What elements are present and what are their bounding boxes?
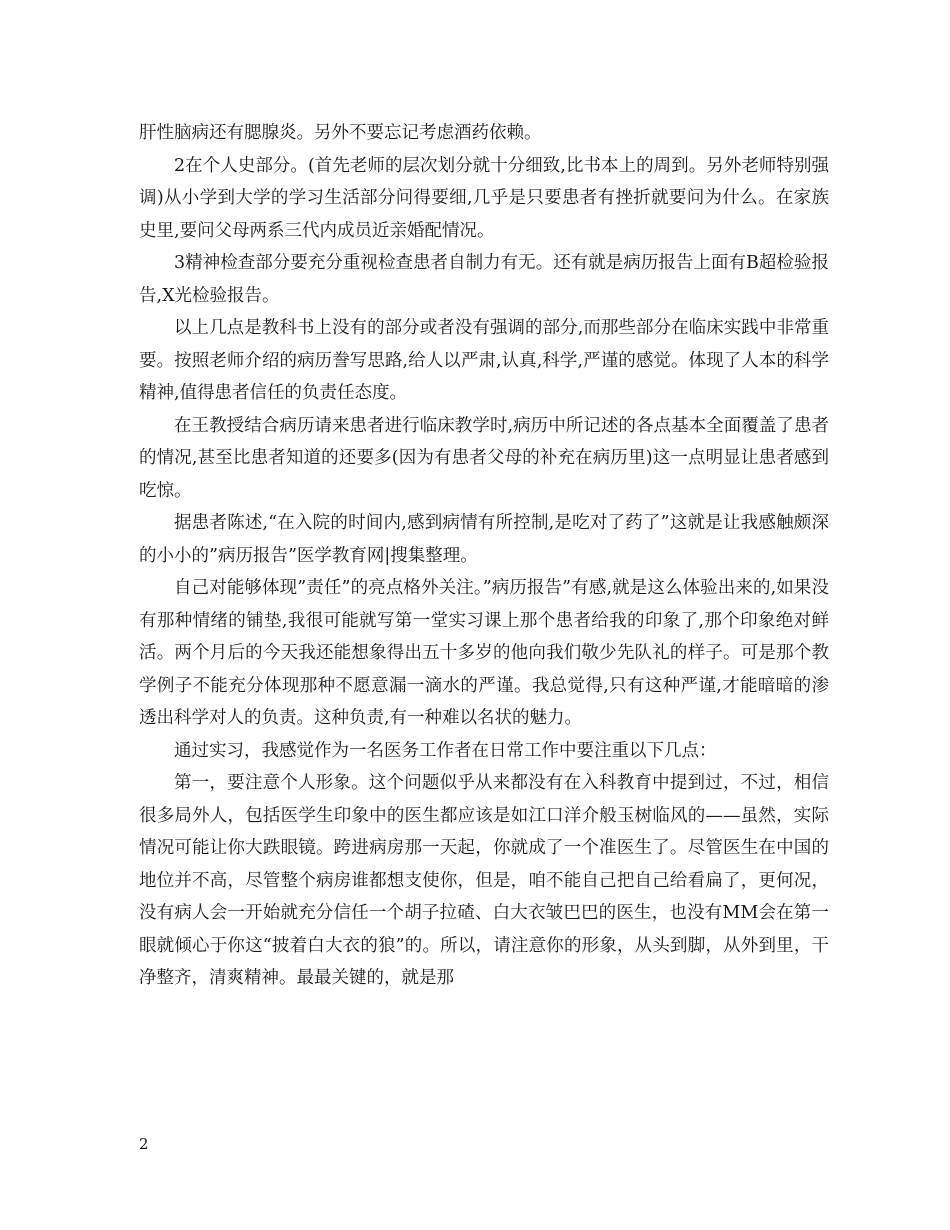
paragraph: 据患者陈述,“在入院的时间内,感到病情有所控制,是吃对了药了”这就是让我感触颇深的小小的”病历报告”医学教育网|搜集整理。 [139,513,829,566]
paragraph: 3精神检查部分要充分重视检查患者自制力有无。还有就是病历报告上面有B超检验报告,X光检验报告。 [139,253,829,306]
paragraph: 以上几点是教科书上没有的部分或者没有强调的部分,而那些部分在临床实践中非常重要。按照老师介绍的病历誊写思路,给人以严肃,认真,科学,严谨的感觉。体现了人本的科学精神,值得患者信任的负责任态度。 [139,318,829,403]
paragraph: 2在个人史部分。(首先老师的层次划分就十分细致,比书本上的周到。另外老师特别强调)从小学到大学的学习生活部分问得要细,几乎是只要患者有挫折就要问为什么。在家族史里,要问父母两系三代内成员近亲婚配情况。 [139,155,829,241]
document-body [139,117,829,995]
paragraph: 在王教授结合病历请来患者进行临床教学时,病历中所记述的各点基本全面覆盖了患者的情况,甚至比患者知道的还要多(因为有患者父母的补充在病历里)这一点明显让患者感到吃惊。 [139,415,829,501]
paragraph: 通过实习，我感觉作为一名医务工作者在日常工作中要注重以下几点： [174,740,717,761]
paragraph: 肝性脑病还有腮腺炎。另外不要忘记考虑酒药依赖。 [139,123,542,143]
paragraph: 第一，要注意个人形象。这个问题似乎从来都没有在入科教育中提到过，不过，相信很多局外人，包括医学生印象中的医生都应该是如江口洋介般玉树临风的——虽然，实际情况可能让你大跌眼镜。跨进病房那一天起，你就成了一个准医生了。尽管医生在中国的地位并不高，尽管整个病房谁都想支使你，但是，咱不能自己把自己给看扁了，更何况，没有病人会一开始就充分信任一个胡子拉碴、白大衣皱巴巴的医生，也没有MM会在第一眼就倾心于你这“披着白大衣的狼”的。所以，请注意你的形象，从头到脚，从外到里，干净整齐，清爽精神。最最关键的，就是那 [139,773,829,988]
page-number: 2 [139,1135,149,1153]
paragraph: 自己对能够体现”责任”的亮点格外关注。”病历报告”有感,就是这么体验出来的,如果没有那种情绪的铺垫,我很可能就写第一堂实习课上那个患者给我的印象了,那个印象绝对鲜活。两个月后的今天我还能想象得出五十多岁的他向我们敬少先队礼的样子。可是那个教学例子不能充分体现那种不愿意漏一滴水的严谨。我总觉得,只有这种严谨,才能暗暗的渗透出科学对人的负责。这种负责,有一种难以名状的魅力。 [139,578,829,728]
